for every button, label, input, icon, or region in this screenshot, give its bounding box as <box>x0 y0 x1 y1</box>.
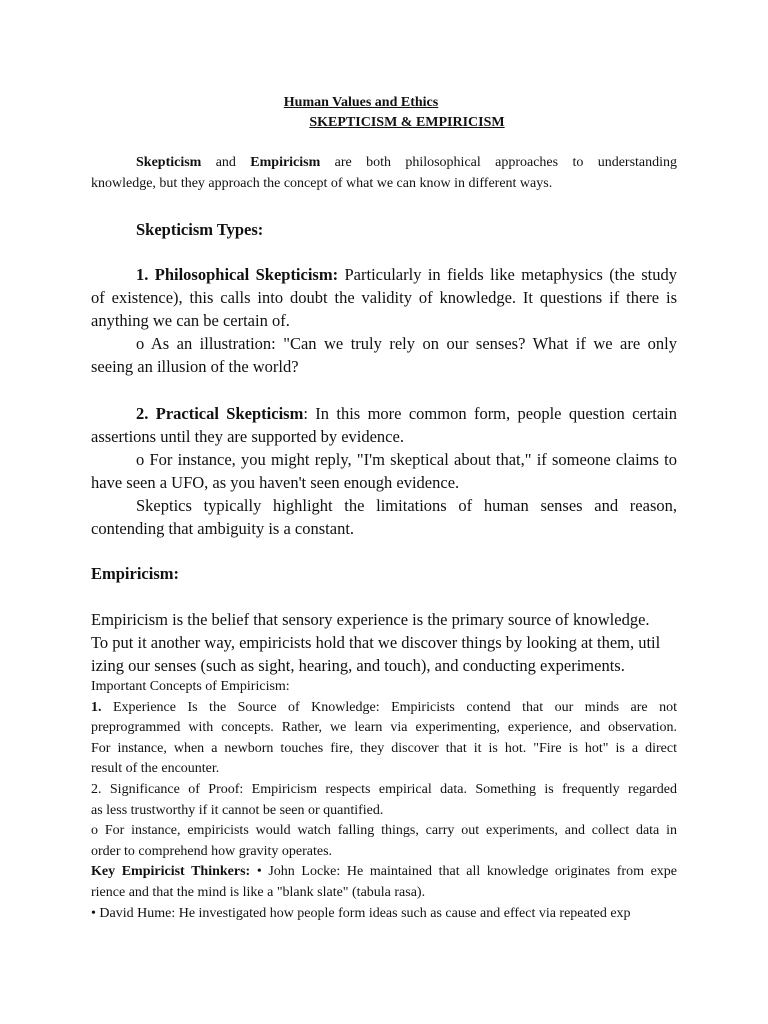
intro-line-1 <box>91 152 677 173</box>
practical-skepticism-section <box>91 402 677 540</box>
skepticism-types-heading: Skepticism Types: <box>136 220 264 239</box>
concept-2-example-2: order to comprehend how gravity operates. <box>91 843 333 859</box>
practical-line-2: assertions until they are supported by evidence. <box>91 427 404 446</box>
document-title: SKEPTICISM & EMPIRICISM <box>309 115 505 130</box>
thinkers-line-3: • David Hume: He investigated how people form ideas such as cause and effect via repeated exp <box>91 905 631 921</box>
concept-1-line-1 <box>91 698 677 719</box>
empiricism-line-1: Empiricism is the belief that sensory experience is the primary source of knowledge. <box>91 610 650 629</box>
philosophical-line-1 <box>91 263 677 286</box>
concept-2-example-1: o For instance, empiricists would watch falling things, carry out experiments, and collect data in <box>91 823 677 839</box>
philosophical-skepticism-section <box>91 263 677 378</box>
concept-1-line-4: result of the encounter. <box>91 761 220 777</box>
practical-example-1: o For instance, you might reply, "I'm skeptical about that," if someone claims to <box>136 450 677 469</box>
concept-1-line-2: preprogrammed with concepts. Rather, we learn via experimenting, experience, and observation. <box>91 720 677 736</box>
concepts-heading: Important Concepts of Empiricism: <box>91 679 290 694</box>
philosophical-example-1: o As an illustration: "Can we truly rely on our senses? What if we are only <box>136 334 677 353</box>
empiricism-line-2: To put it another way, empiricists hold that we discover things by looking at them, util <box>91 633 661 652</box>
concept-1-line-3: For instance, when a newborn touches fire, they discover that it is hot. "Fire is hot" is a direct <box>91 740 677 756</box>
practical-example-2: have seen a UFO, as you haven't seen enough evidence. <box>91 473 460 492</box>
thinkers-label: Key Empiricist Thinkers: <box>91 864 251 880</box>
intro-and: and <box>215 155 236 170</box>
practical-line-1 <box>91 402 677 425</box>
intro-rest: are both philosophical approaches to understanding <box>334 155 678 170</box>
intro-paragraph <box>91 152 677 194</box>
term-skepticism: Skepticism <box>136 155 202 170</box>
thinkers-line-1 <box>91 862 677 883</box>
skeptics-summary-2: contending that ambiguity is a constant. <box>91 519 355 538</box>
thinkers-line-2: rience and that the mind is like a "blank slate" (tabula rasa). <box>91 884 426 900</box>
concept-1-number: 1. <box>91 699 102 715</box>
concept-2-line-1: 2. Significance of Proof: Empiricism respects empirical data. Something is frequently regarded <box>91 781 677 797</box>
intro-line-2: knowledge, but they approach the concept of what we can know in different ways. <box>91 176 553 191</box>
practical-label: 2. Practical Skepticism <box>136 404 304 423</box>
skeptics-summary-1: Skeptics typically highlight the limitations of human senses and reason, <box>136 496 677 515</box>
philosophical-line-2: of existence), this calls into doubt the validity of knowledge. It questions if there is <box>91 288 677 307</box>
concept-1-text: Experience Is the Source of Knowledge: Empiricists contend that our minds are not <box>113 699 678 715</box>
philosophical-text-1: Particularly in fields like metaphysics (the study <box>344 265 677 284</box>
empiricism-concepts <box>91 677 677 924</box>
practical-text-1: : In this more common form, people question certain <box>303 404 678 423</box>
thinkers-locke: • John Locke: He maintained that all knowledge originates from expe <box>256 864 677 880</box>
philosophical-label: 1. Philosophical Skepticism: <box>136 265 339 284</box>
empiricism-heading: Empiricism: <box>91 564 179 583</box>
philosophical-line-3: anything we can be certain of. <box>91 311 290 330</box>
philosophical-example-2: seeing an illusion of the world? <box>91 357 299 376</box>
term-empiricism: Empiricism <box>250 155 321 170</box>
empiricism-definition <box>91 608 677 677</box>
document-subject: Human Values and Ethics <box>283 95 439 110</box>
empiricism-line-3: izing our senses (such as sight, hearing, and touch), and conducting experiments. <box>91 656 625 675</box>
concept-2-line-2: as less trustworthy if it cannot be seen or quantified. <box>91 802 384 818</box>
